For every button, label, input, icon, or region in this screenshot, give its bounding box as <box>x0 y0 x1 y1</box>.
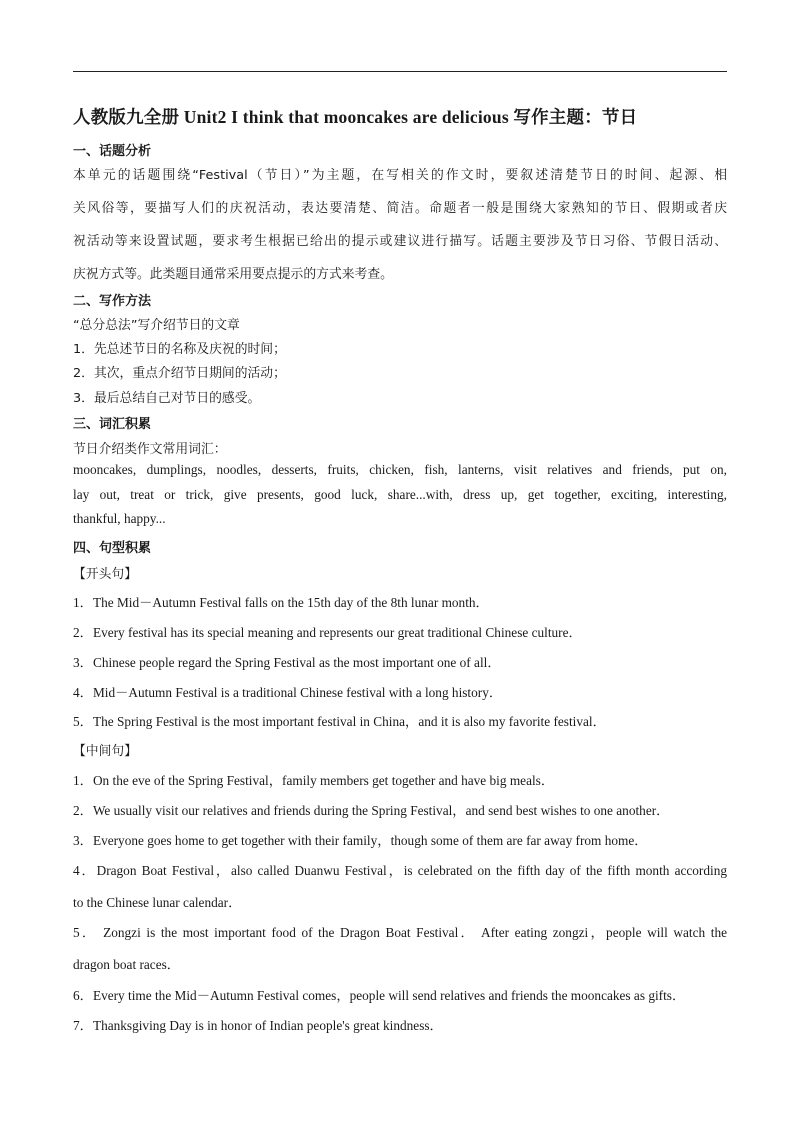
opening-sentence-1: 1．The Mid－Autumn Festival falls on the 15th day of the 8th lunar month． <box>73 595 489 610</box>
opening-sentence-5: 5．The Spring Festival is the most important festival in China，and it is also my favorite festival． <box>73 714 606 729</box>
topic-analysis-line-3: 祝活动等来设置试题，要求考生根据已给出的提示或建议进行描写。话题主要涉及节日习俗、节假日活动、 <box>73 234 727 249</box>
vocabulary-line-3: thankful, happy... <box>73 511 166 526</box>
middle-sentence-5-line-2: dragon boat races． <box>73 957 181 972</box>
middle-sentence-3: 3．Everyone goes home to get together with their family，though some of them are far away from home． <box>73 833 648 848</box>
opening-sentence-4: 4．Mid－Autumn Festival is a traditional Chinese festival with a long history． <box>73 685 503 700</box>
section-heading-writing-method: 二、写作方法 <box>73 294 152 309</box>
middle-sentences-label: 【中间句】 <box>73 744 137 759</box>
middle-sentence-4-line-1: 4．Dragon Boat Festival，also called Duanwu Festival，is celebrated on the fifth day of the fifth month according <box>73 863 727 878</box>
topic-analysis-line-1: 本单元的话题围绕“Festival（节日）”为主题，在写相关的作文时，要叙述清楚节日的时间、起源、相 <box>73 168 727 183</box>
middle-sentence-7: 7．Thanksgiving Day is in honor of Indian people's great kindness． <box>73 1018 443 1033</box>
writing-method-item-1: 1．先总述节日的名称及庆祝的时间； <box>73 342 286 357</box>
section-heading-vocabulary: 三、词汇积累 <box>73 417 152 432</box>
section-heading-topic-analysis: 一、话题分析 <box>73 144 152 159</box>
middle-sentence-2: 2．We usually visit our relatives and friends during the Spring Festival，and send best wishes to one another． <box>73 803 670 818</box>
opening-sentences-label: 【开头句】 <box>73 567 137 582</box>
topic-analysis-line-4: 庆祝方式等。此类题目通常采用要点提示的方式来考查。 <box>73 267 393 282</box>
writing-method-item-3: 3．最后总结自己对节日的感受。 <box>73 391 261 406</box>
opening-sentence-3: 3．Chinese people regard the Spring Festival as the most important one of all． <box>73 655 501 670</box>
middle-sentence-6: 6．Every time the Mid－Autumn Festival comes，people will send relatives and friends the mooncakes as gifts． <box>73 988 686 1003</box>
document-title: 人教版九全册 Unit2 I think that mooncakes are delicious 写作主题：节日 <box>73 107 638 127</box>
opening-sentence-2: 2．Every festival has its special meaning and represents our great traditional Chinese culture． <box>73 625 582 640</box>
middle-sentence-1: 1．On the eve of the Spring Festival，family members get together and have big meals． <box>73 773 555 788</box>
vocabulary-line-1: mooncakes, dumplings, noodles, desserts, fruits, chicken, fish, lanterns, visit relatives and friends, put on, <box>73 462 727 477</box>
middle-sentence-4-line-2: to the Chinese lunar calendar． <box>73 895 242 910</box>
writing-method-item-2: 2．其次，重点介绍节日期间的活动； <box>73 366 286 381</box>
topic-analysis-line-2: 关风俗等，要描写人们的庆祝活动，表达要清楚、简洁。命题者一般是围绕大家熟知的节日、假期或者庆 <box>73 201 727 216</box>
header-rule <box>73 71 727 72</box>
vocabulary-intro: 节日介绍类作文常用词汇： <box>73 442 227 457</box>
section-heading-sentence-patterns: 四、句型积累 <box>73 541 152 556</box>
writing-method-intro: “总分总法”写介绍节日的文章 <box>73 318 240 333</box>
middle-sentence-5-line-1: 5． Zongzi is the most important food of the Dragon Boat Festival． After eating zongzi，people will watch the <box>73 925 727 940</box>
vocabulary-line-2: lay out, treat or trick, give presents, good luck, share...with, dress up, get together, exciting, interesting, <box>73 487 727 502</box>
